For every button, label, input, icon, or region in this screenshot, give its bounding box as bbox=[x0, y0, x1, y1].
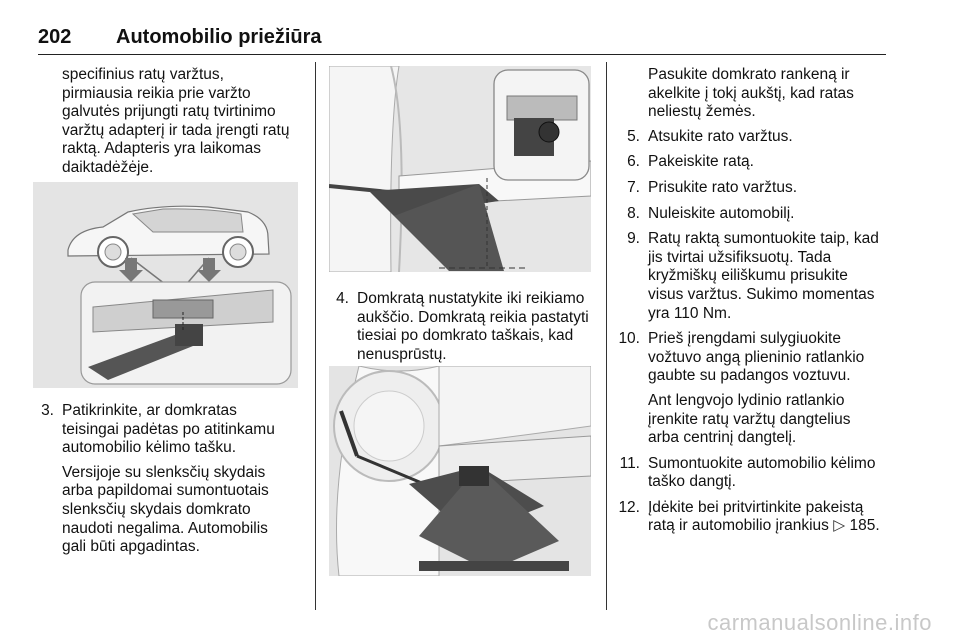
text-line: gali būti apgadintas. bbox=[62, 538, 200, 556]
text-line: tiesiai po domkrato taškais, kad bbox=[357, 327, 574, 345]
text-line: vožtuvo angą plieninio ratlankio bbox=[648, 348, 865, 366]
chevron-right-icon: ▷ bbox=[833, 517, 846, 535]
column-3 bbox=[618, 66, 888, 543]
list-item bbox=[619, 454, 888, 492]
text-line: ratą ir automobilio įrankius bbox=[648, 517, 829, 535]
step-number: 11. bbox=[619, 454, 640, 472]
text-line: Prisukite rato varžtus. bbox=[648, 178, 798, 196]
step-number: 9. bbox=[627, 230, 640, 248]
list-item bbox=[627, 153, 888, 172]
text-line: Atsukite rato varžtus. bbox=[648, 127, 793, 145]
text-line: gaubte su padangos voztuvu. bbox=[648, 367, 851, 385]
text-line: Domkratą nustatykite iki reikiamo bbox=[357, 290, 585, 307]
step-3 bbox=[41, 402, 307, 557]
list-item bbox=[627, 127, 888, 147]
list-item bbox=[627, 204, 888, 224]
list-item bbox=[627, 230, 888, 323]
text-line: pirmiausia reikia prie varžto bbox=[62, 84, 251, 102]
text-line: arba centrinį dangtelį. bbox=[648, 429, 797, 447]
text-line: galvutės prijungti ratų tvirtinimo bbox=[62, 103, 276, 121]
text-line: specifinius ratų varžtus, bbox=[62, 66, 224, 83]
step-number: 5. bbox=[627, 127, 640, 145]
jack-cranking-illustration bbox=[329, 366, 591, 576]
text-line: Sumontuokite automobilio kėlimo bbox=[648, 454, 876, 472]
list-item bbox=[618, 330, 888, 448]
text-line: taško dangtį. bbox=[648, 473, 736, 491]
column-divider bbox=[315, 62, 316, 610]
step-number: 4. bbox=[336, 290, 349, 307]
car-lift-points-illustration bbox=[33, 182, 298, 388]
text-line: automobilio kėlimo tašku. bbox=[62, 439, 237, 457]
text-line: Versijoje su slenksčių skydais bbox=[62, 463, 266, 481]
steps-list bbox=[618, 127, 888, 536]
text-line: Ratų raktą sumontuokite taip, kad bbox=[648, 230, 879, 248]
text-line: daiktadėžėje. bbox=[62, 158, 154, 176]
text-line: Pasukite domkrato rankeną ir bbox=[648, 66, 850, 83]
text-line: slenksčių skydais domkrato bbox=[62, 500, 251, 518]
text-line: naudoti negalima. Automobilis bbox=[62, 519, 268, 537]
list-item bbox=[618, 498, 888, 536]
page-header bbox=[38, 26, 886, 55]
text-line: Patikrinkite, ar domkratas bbox=[62, 402, 237, 419]
text-line: Nuleiskite automobilį. bbox=[648, 204, 795, 222]
text-line bbox=[648, 517, 888, 536]
page-title: Automobilio priežiūra bbox=[116, 26, 322, 48]
page-number: 202 bbox=[38, 26, 72, 48]
step-number: 10. bbox=[618, 330, 640, 348]
text-line: įrenkite ratų varžtų dangtelius bbox=[648, 410, 851, 428]
step-number: 12. bbox=[618, 498, 640, 516]
step-number: 7. bbox=[627, 178, 640, 196]
step-number: 6. bbox=[627, 153, 640, 171]
text-line: Prieš įrengdami sulygiuokite bbox=[648, 330, 841, 348]
column-1-intro bbox=[62, 66, 307, 178]
text-line: teisingai padėtas po atitinkamu bbox=[62, 420, 275, 438]
text-line: raktą. Adapteris yra laikomas bbox=[62, 140, 262, 158]
text-line: akelkite į tokį aukštį, kad ratas bbox=[648, 84, 854, 102]
text-line: nenusprūstų. bbox=[357, 345, 447, 363]
column-divider bbox=[606, 62, 607, 610]
step-number: 8. bbox=[627, 204, 640, 222]
text-line: visus varžtus. Sukimo momentas bbox=[648, 285, 875, 303]
watermark: carmanualsonline.info bbox=[707, 610, 932, 635]
text-line: aukščio. Domkratą reikia pastatyti bbox=[357, 308, 589, 326]
text-line: varžtų adapterį ir tada įrengti ratų bbox=[62, 121, 290, 139]
jack-positioning-illustration bbox=[329, 66, 591, 272]
text-line: neliestų žemės. bbox=[648, 103, 756, 121]
text-line: yra 110 Nm. bbox=[648, 304, 732, 322]
text-line: Ant lengvojo lydinio ratlankio bbox=[648, 391, 845, 409]
step-number: 3. bbox=[41, 402, 54, 419]
text-line: jis tvirtai užsifiksuotų. Tada bbox=[648, 248, 832, 266]
text-line: Pakeiskite ratą. bbox=[648, 153, 754, 171]
text-line: arba papildomai sumontuotais bbox=[62, 482, 269, 500]
text-line: Įdėkite bei pritvirtinkite pakeistą bbox=[648, 498, 864, 516]
list-item bbox=[627, 178, 888, 198]
page-reference-link[interactable] bbox=[833, 517, 879, 534]
step-4 bbox=[336, 290, 597, 364]
page-reference: 185. bbox=[849, 517, 880, 535]
text-line: kryžmiškų eiliškumu prisukite bbox=[648, 267, 848, 285]
